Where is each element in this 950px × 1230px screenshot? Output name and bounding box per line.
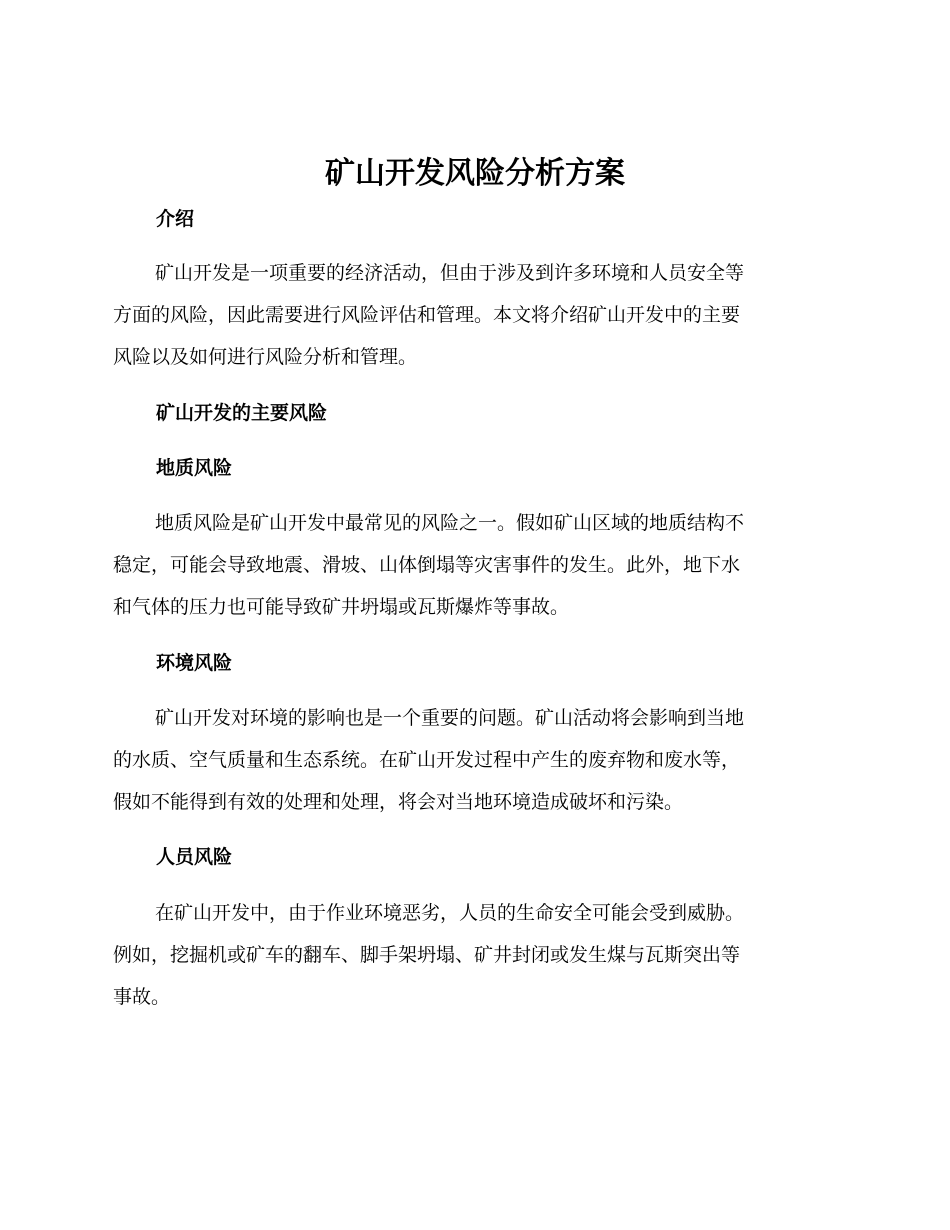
- paragraph-line: 稳定，可能会导致地震、滑坡、山体倒塌等灾害事件的发生。此外，地下水: [113, 554, 741, 576]
- paragraph-personnel: [113, 892, 833, 1018]
- paragraph-line: 矿山开发是一项重要的经济活动，但由于涉及到许多环境和人员安全等: [155, 262, 745, 284]
- paragraph-line: 在矿山开发中，由于作业环境恶劣，人员的生命安全可能会受到威胁。: [155, 902, 745, 924]
- section-heading-personnel: 人员风险: [156, 846, 233, 868]
- section-heading-geology: 地质风险: [156, 457, 233, 479]
- paragraph-line: 风险以及如何进行风险分析和管理。: [113, 346, 418, 368]
- paragraph-geology: [113, 502, 833, 628]
- paragraph-line: 矿山开发对环境的影响也是一个重要的问题。矿山活动将会影响到当地: [155, 707, 745, 729]
- section-heading-main-risks: 矿山开发的主要风险: [156, 402, 328, 424]
- paragraph-line: 事故。: [113, 986, 171, 1008]
- document-title: 矿山开发风险分析方案: [325, 156, 625, 191]
- paragraph-intro: [113, 252, 833, 378]
- paragraph-line: 和气体的压力也可能导致矿井坍塌或瓦斯爆炸等事故。: [113, 596, 570, 618]
- paragraph-line: 的水质、空气质量和生态系统。在矿山开发过程中产生的废弃物和废水等，: [113, 749, 741, 771]
- paragraph-environment: [113, 697, 833, 823]
- paragraph-line: 例如，挖掘机或矿车的翻车、脚手架坍塌、矿井封闭或发生煤与瓦斯突出等: [113, 944, 741, 966]
- section-heading-intro: 介绍: [156, 208, 195, 230]
- paragraph-line: 方面的风险，因此需要进行风险评估和管理。本文将介绍矿山开发中的主要: [113, 304, 741, 326]
- paragraph-line: 假如不能得到有效的处理和处理，将会对当地环境造成破坏和污染。: [113, 791, 684, 813]
- paragraph-line: 地质风险是矿山开发中最常见的风险之一。假如矿山区域的地质结构不: [155, 512, 745, 534]
- section-heading-environment: 环境风险: [156, 652, 233, 674]
